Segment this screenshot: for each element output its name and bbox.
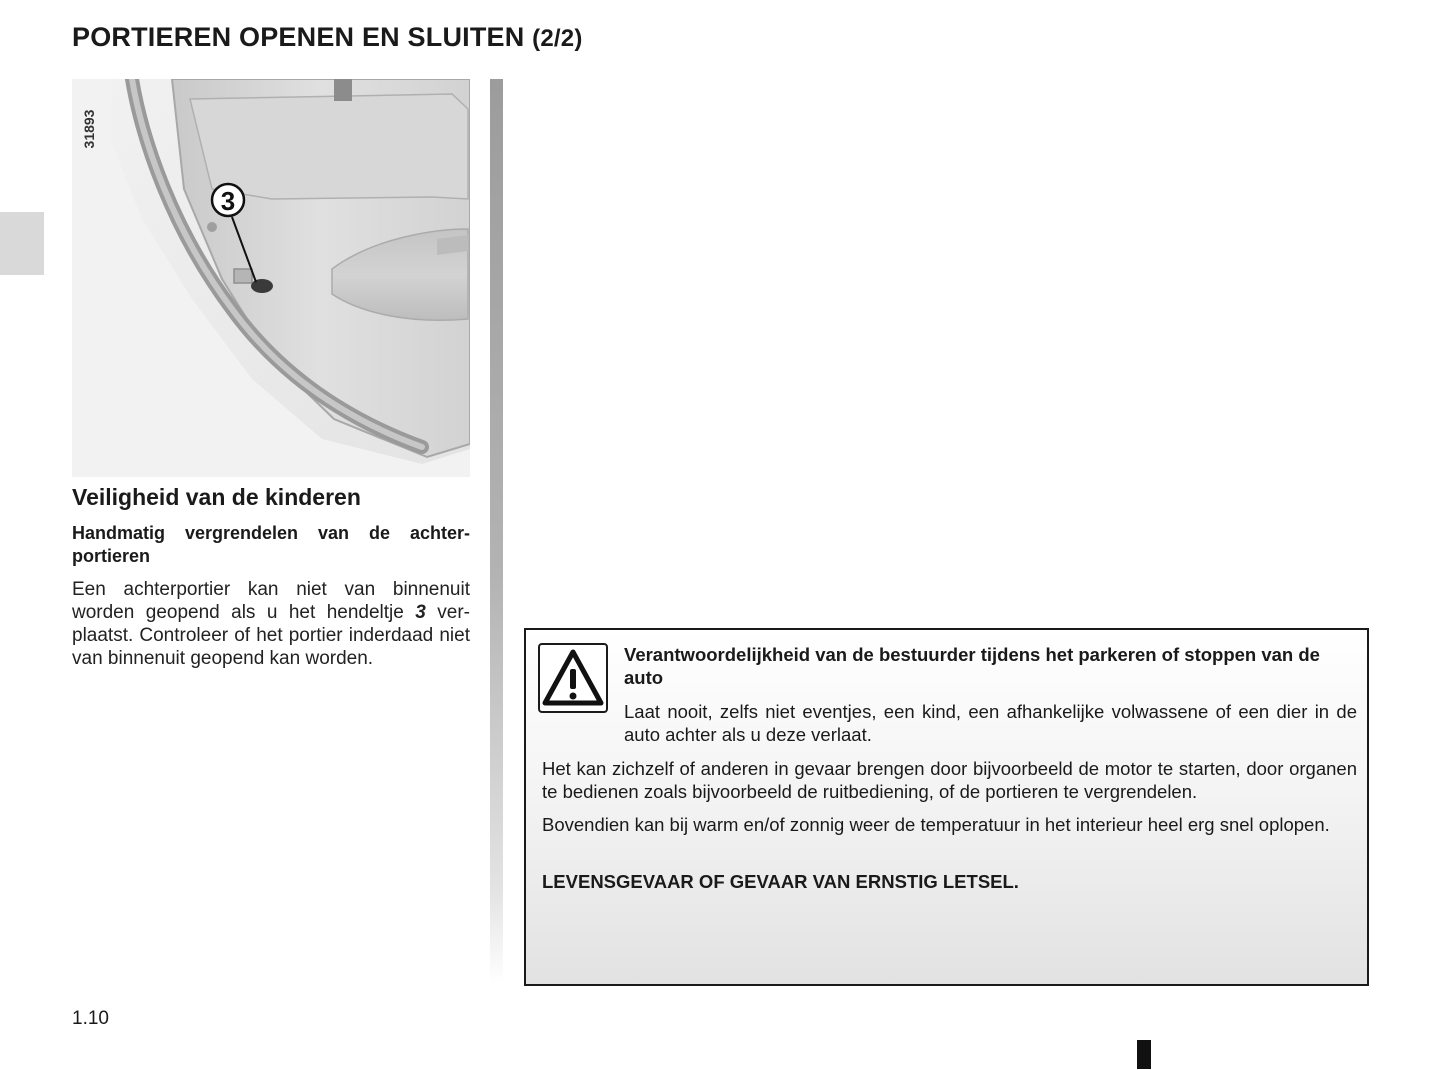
section-tab-marker — [0, 212, 44, 275]
page-title-suffix: (2/2) — [532, 25, 583, 52]
section-body — [72, 578, 470, 670]
page-edge-marker — [1137, 1040, 1151, 1069]
warning-paragraph-2: Het kan zichzelf of anderen in gevaar brengen door bijvoorbeeld de motor te starten, door organen te bedienen zoals bijvoorbeeld de ruitbediening, of de portieren te vergrendelen. — [542, 758, 1357, 802]
warning-box — [524, 628, 1369, 986]
page-title — [72, 22, 583, 53]
page-number: 1.10 — [72, 1008, 109, 1029]
callout-3: 3 — [220, 186, 236, 216]
body-text-part-1: Een achterportier kan niet van binnenuit worden geopend als u het hendeltje — [72, 579, 470, 623]
body-text-part-2: ver-plaatst. Controleer of het portier inderdaad niet van binnenuit geopend kan worden. — [72, 602, 470, 669]
warning-emphasis: LEVENSGEVAAR OF GEVAAR VAN ERNSTIG LETSEL. — [542, 871, 1019, 892]
warning-paragraph-1: Laat nooit, zelfs niet eventjes, een kind, een afhankelijke volwassene of een dier in de auto achter als u deze verlaat. — [624, 701, 1357, 745]
page-title-text: PORTIEREN OPENEN EN SLUITEN — [72, 22, 525, 52]
body-text-reference: 3 — [415, 602, 426, 623]
warning-triangle-icon — [538, 643, 608, 713]
warning-paragraph-3: Bovendien kan bij warm en/of zonnig weer de temperatuur in het interieur heel erg snel oplopen. — [542, 814, 1330, 835]
section-subheading: Handmatig vergrendelen van de achter-portieren — [72, 523, 470, 566]
rear-door-illustration — [72, 79, 470, 477]
warning-title: Verantwoordelijkheid van de bestuurder tijdens het parkeren of stoppen van de auto — [624, 644, 1320, 688]
figure-reference-number: 31893 — [81, 109, 97, 149]
section-heading: Veiligheid van de kinderen — [72, 484, 361, 510]
column-divider — [490, 79, 503, 984]
